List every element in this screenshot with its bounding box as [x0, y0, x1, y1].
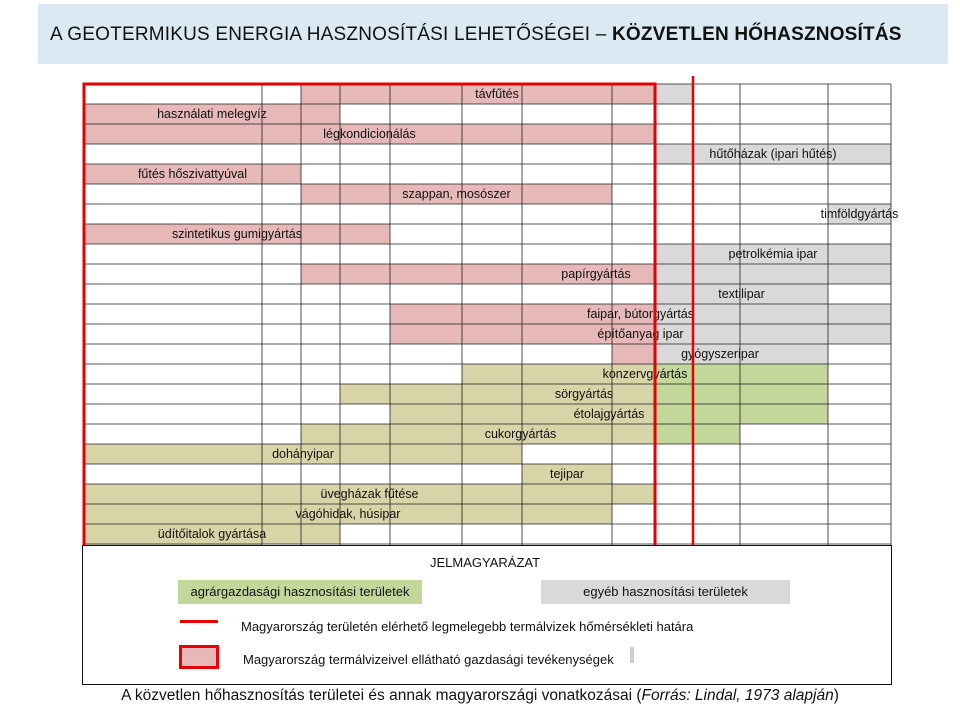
activity-bar: [655, 384, 828, 404]
activity-bar: [655, 84, 693, 104]
activity-bar: [655, 324, 891, 344]
activity-label: petrolkémia ipar: [728, 247, 818, 261]
activity-label: üvegházak fűtése: [320, 487, 419, 501]
activity-label: légkondicionálás: [323, 127, 416, 141]
title-dash: –: [595, 24, 607, 45]
activity-label: dohányipar: [272, 447, 334, 461]
activity-label: sörgyártás: [554, 387, 614, 401]
activity-label: konzervgyártás: [602, 367, 688, 381]
legend-red-line-label: Magyarország területén elérhető legmelegebb termálvizek hőmérsékleti határa: [241, 619, 694, 634]
legend-gray-mark-icon: [630, 647, 634, 663]
activity-label: faipar, bútorgyártás: [586, 307, 695, 321]
activity-label: textilipar: [718, 287, 765, 301]
activity-label: vágóhidak, húsipar: [295, 507, 401, 521]
activity-label: szappan, mosószer: [402, 187, 511, 201]
legend-pink-box-label: Magyarország termálvizeivel ellátható gazdasági tevékenységek: [243, 652, 614, 667]
activity-label: étolajgyártás: [573, 407, 645, 421]
activity-bar: [655, 264, 891, 284]
activity-label: papírgyártás: [561, 267, 631, 281]
legend-agri-swatch: agrárgazdasági hasznosítási területek: [178, 580, 422, 604]
caption-main: A közvetlen hőhasznosítás területei és annak magyarországi vonatkozásai (: [121, 687, 642, 704]
activity-label: gyógyszeripar: [681, 347, 759, 361]
caption-source: Forrás: Lindal, 1973 alapján: [641, 687, 834, 704]
title-emph: KÖZVETLEN HŐHASZNOSÍTÁS: [612, 24, 902, 45]
activity-bar: [655, 424, 740, 444]
title-main: A GEOTERMIKUS ENERGIA HASZNOSÍTÁSI LEHETŐSÉGEI: [50, 24, 591, 45]
activity-label: üdítőitalok gyártása: [157, 527, 267, 541]
activity-label: távfűtés: [475, 87, 519, 101]
figure-caption: [0, 687, 960, 705]
legend-other-swatch: egyéb hasznosítási területek: [541, 580, 790, 604]
activity-label: használati melegvíz: [157, 107, 267, 121]
legend-red-line-icon: [180, 620, 218, 623]
activity-label: fűtés hőszivattyúval: [137, 167, 248, 181]
activity-bar: [301, 424, 655, 444]
activity-label: cukorgyártás: [484, 427, 557, 441]
activity-label: építőanyag ipar: [597, 327, 684, 341]
activity-bar: [612, 344, 655, 364]
activity-bar: [655, 404, 828, 424]
activity-label: timföldgyártás: [820, 207, 899, 221]
activity-label: tejipar: [549, 467, 585, 481]
legend-pink-box-icon: [179, 645, 219, 669]
caption-close: ): [833, 687, 839, 704]
activity-label: szintetikus gumigyártás: [172, 227, 302, 241]
legend-title: JELMAGYARÁZAT: [430, 555, 541, 570]
activity-label: hűtőházak (ipari hűtés): [709, 147, 837, 161]
